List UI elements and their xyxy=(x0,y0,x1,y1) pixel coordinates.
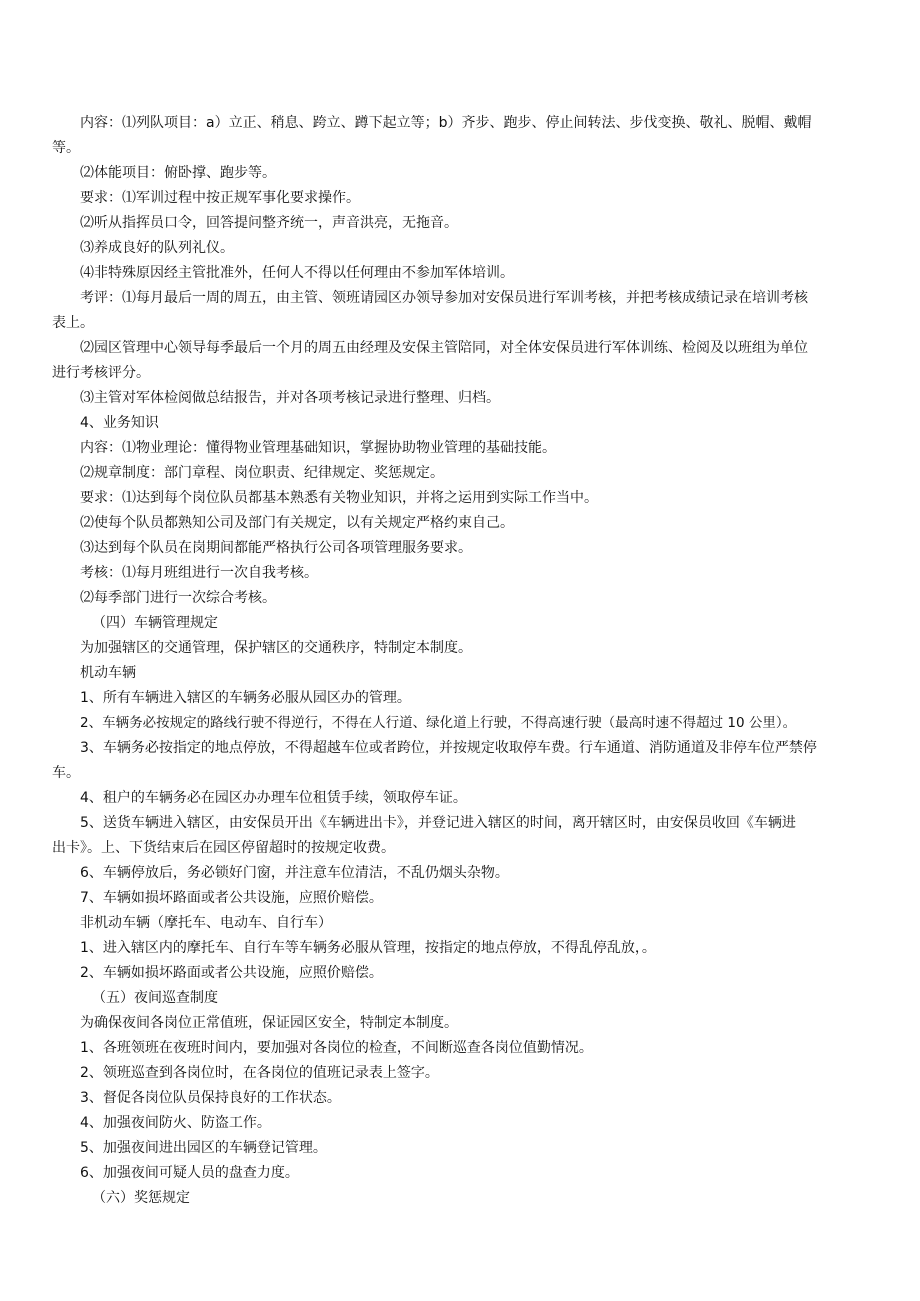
text-line: ⑵规章制度：部门章程、岗位职责、纪律规定、奖惩规定。 xyxy=(80,465,444,481)
text-line: 进行考核评分。 xyxy=(52,365,150,381)
text-line: 要求：⑴达到每个岗位队员都基本熟悉有关物业知识，并将之运用到实际工作当中。 xyxy=(80,490,598,506)
text-line: 等。 xyxy=(52,140,80,156)
text-line: 内容：⑴列队项目：a）立正、稍息、跨立、蹲下起立等；b）齐步、跑步、停止间转法、步伐变换、敬礼、脱帽、戴帽 xyxy=(80,115,812,131)
list-item: 1、进入辖区内的摩托车、自行车等车辆务必服从管理，按指定的地点停放，不得乱停乱放，。 xyxy=(80,940,656,956)
section-heading: （六）奖惩规定 xyxy=(92,1190,190,1206)
list-item: 1、所有车辆进入辖区的车辆务必服从园区办的管理。 xyxy=(80,690,411,706)
subsection-heading: 非机动车辆（摩托车、电动车、自行车） xyxy=(80,915,332,931)
text-line: 内容：⑴物业理论：懂得物业管理基础知识，掌握协助物业管理的基础技能。 xyxy=(80,440,556,456)
text-line: 考评：⑴每月最后一周的周五，由主管、领班请园区办领导参加对安保员进行军训考核，并把考核成绩记录在培训考核 xyxy=(80,290,808,306)
text-line: ⑵体能项目：俯卧撑、跑步等。 xyxy=(80,165,276,181)
list-item: 7、车辆如损坏路面或者公共设施，应照价赔偿。 xyxy=(80,890,383,906)
text-line: ⑶主管对军体检阅做总结报告，并对各项考核记录进行整理、归档。 xyxy=(80,390,500,406)
text-line: 为确保夜间各岗位正常值班，保证园区安全，特制定本制度。 xyxy=(80,1015,458,1031)
list-item: 3、督促各岗位队员保持良好的工作状态。 xyxy=(80,1090,341,1106)
list-item: 5、加强夜间进出园区的车辆登记管理。 xyxy=(80,1140,327,1156)
text-line: ⑵园区管理中心领导每季最后一个月的周五由经理及安保主管陪同，对全体安保员进行军体训练、检阅及以班组为单位 xyxy=(80,340,808,356)
section-heading: 4、业务知识 xyxy=(80,415,159,431)
text-line: ⑶养成良好的队列礼仪。 xyxy=(80,240,234,256)
list-item: 5、送货车辆进入辖区，由安保员开出《车辆进出卡》，并登记进入辖区的时间，离开辖区时，由安保员收回《车辆进 xyxy=(80,815,796,831)
text-line: 考核：⑴每月班组进行一次自我考核。 xyxy=(80,565,318,581)
text-line: ⑵每季部门进行一次综合考核。 xyxy=(80,590,276,606)
list-item: 6、车辆停放后，务必锁好门窗，并注意车位清洁，不乱仍烟头杂物。 xyxy=(80,865,509,881)
list-item: 2、车辆如损坏路面或者公共设施，应照价赔偿。 xyxy=(80,965,383,981)
list-item: 2、领班巡查到各岗位时，在各岗位的值班记录表上签字。 xyxy=(80,1065,439,1081)
list-item: 2、车辆务必按规定的路线行驶不得逆行，不得在人行道、绿化道上行驶，不得高速行驶（最高时速不得超过 10 公里）。 xyxy=(80,715,797,731)
text-line: ⑵听从指挥员口令，回答提问整齐统一，声音洪亮，无拖音。 xyxy=(80,215,458,231)
section-heading: （四）车辆管理规定 xyxy=(92,615,218,631)
text-line: ⑷非特殊原因经主管批准外，任何人不得以任何理由不参加军体培训。 xyxy=(80,265,514,281)
text-line: ⑵使每个队员都熟知公司及部门有关规定，以有关规定严格约束自己。 xyxy=(80,515,514,531)
text-line: 为加强辖区的交通管理，保护辖区的交通秩序，特制定本制度。 xyxy=(80,640,472,656)
list-item: 3、车辆务必按指定的地点停放，不得超越车位或者跨位，并按规定收取停车费。行车通道、消防通道及非停车位严禁停 xyxy=(80,740,817,756)
list-item: 4、加强夜间防火、防盗工作。 xyxy=(80,1115,271,1131)
subsection-heading: 机动车辆 xyxy=(80,665,136,681)
text-line: ⑶达到每个队员在岗期间都能严格执行公司各项管理服务要求。 xyxy=(80,540,472,556)
text-line: 表上。 xyxy=(52,315,94,331)
text-line: 车。 xyxy=(52,765,80,781)
text-line: 要求：⑴军训过程中按正规军事化要求操作。 xyxy=(80,190,360,206)
list-item: 6、加强夜间可疑人员的盘查力度。 xyxy=(80,1165,299,1181)
text-line: 出卡》。上、下货结束后在园区停留超时的按规定收费。 xyxy=(52,840,395,856)
list-item: 4、租户的车辆务必在园区办办理车位租赁手续，领取停车证。 xyxy=(80,790,467,806)
list-item: 1、各班领班在夜班时间内，要加强对各岗位的检查，不间断巡查各岗位值勤情况。 xyxy=(80,1040,593,1056)
section-heading: （五）夜间巡查制度 xyxy=(92,990,218,1006)
